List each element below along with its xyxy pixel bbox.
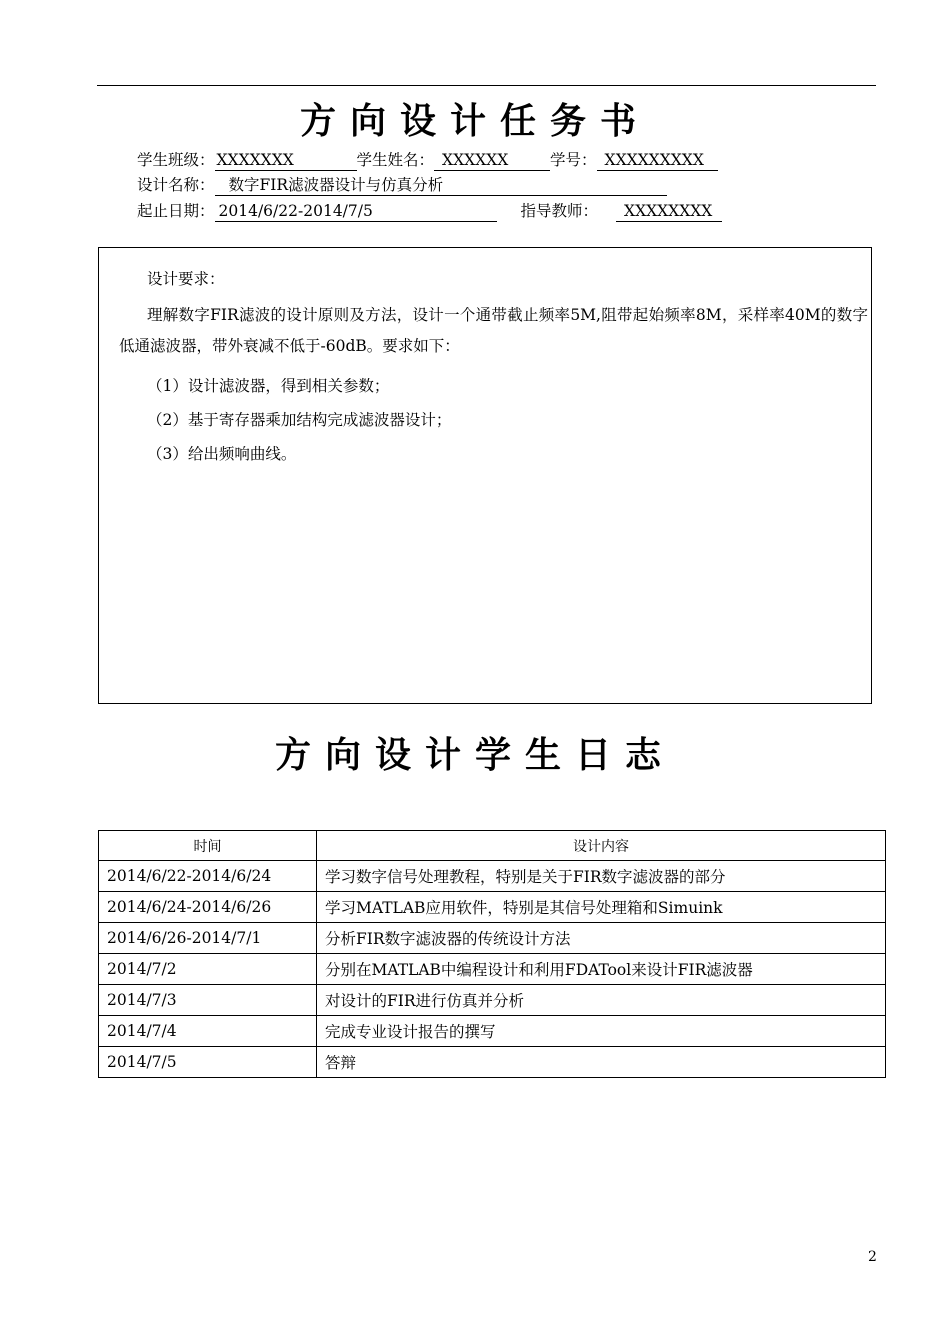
log-title: 方向设计学生日志 bbox=[274, 735, 675, 776]
design-name-label: 设计名称： bbox=[137, 176, 215, 194]
row-content: 对设计的FIR进行仿真并分析 bbox=[317, 985, 886, 1016]
row-time: 2014/6/26-2014/7/1 bbox=[99, 923, 317, 954]
row-time: 2014/7/4 bbox=[99, 1016, 317, 1047]
row-content: 完成专业设计报告的撰写 bbox=[317, 1016, 886, 1047]
table-row bbox=[99, 1047, 886, 1078]
header-rule bbox=[97, 85, 876, 86]
header-time: 时间 bbox=[99, 831, 317, 861]
task-title: 方向设计任务书 bbox=[299, 101, 650, 142]
requirements-heading: 设计要求： bbox=[147, 270, 225, 288]
row-time: 2014/7/5 bbox=[99, 1047, 317, 1078]
row-time: 2014/7/3 bbox=[99, 985, 317, 1016]
table-row bbox=[99, 923, 886, 954]
row-content: 分别在MATLAB中编程设计和利用FDATool来设计FIR滤波器 bbox=[317, 954, 886, 985]
row-time: 2014/6/24-2014/6/26 bbox=[99, 892, 317, 923]
table-row bbox=[99, 954, 886, 985]
design-name-value: 数字FIR滤波器设计与仿真分析 bbox=[215, 175, 667, 196]
id-value: XXXXXXXXX bbox=[597, 150, 718, 171]
table-row bbox=[99, 1016, 886, 1047]
requirements-paragraph: 理解数字FIR滤波的设计原则及方法，设计一个通带截止频率5M,阻带起始频率8M，采样率40M的数字低通滤波器，带外衰减不低于-60dB。要求如下： bbox=[119, 306, 868, 355]
requirements-box bbox=[98, 247, 872, 704]
design-name-line bbox=[137, 174, 667, 196]
requirement-item: （1）设计滤波器，得到相关参数； bbox=[147, 377, 390, 395]
table-row bbox=[99, 985, 886, 1016]
row-time: 2014/6/22-2014/6/24 bbox=[99, 861, 317, 892]
name-value: XXXXXX bbox=[434, 150, 550, 171]
table-row bbox=[99, 892, 886, 923]
class-value: XXXXXXX bbox=[215, 150, 357, 171]
student-info-line bbox=[137, 149, 718, 171]
teacher-value: XXXXXXXX bbox=[616, 201, 722, 222]
row-time: 2014/7/2 bbox=[99, 954, 317, 985]
name-label: 学生姓名： bbox=[356, 151, 435, 169]
header-content: 设计内容 bbox=[317, 831, 886, 861]
row-content: 学习MATLAB应用软件，特别是其信号处理箱和Simuink bbox=[317, 892, 886, 923]
class-label: 学生班级： bbox=[137, 151, 215, 169]
id-label: 学号： bbox=[550, 151, 597, 169]
teacher-label: 指导教师： bbox=[520, 202, 599, 220]
requirement-item: （2）基于寄存器乘加结构完成滤波器设计； bbox=[147, 411, 452, 429]
student-log-table bbox=[98, 830, 886, 1078]
page-number: 2 bbox=[868, 1249, 877, 1265]
table-header-row bbox=[99, 831, 886, 861]
date-label: 起止日期： bbox=[137, 202, 215, 220]
row-content: 学习数字信号处理教程，特别是关于FIR数字滤波器的部分 bbox=[317, 861, 886, 892]
row-content: 答辩 bbox=[317, 1047, 886, 1078]
date-teacher-line bbox=[137, 200, 722, 222]
requirement-item: （3）给出频响曲线。 bbox=[147, 445, 297, 463]
row-content: 分析FIR数字滤波器的传统设计方法 bbox=[317, 923, 886, 954]
table-row bbox=[99, 861, 886, 892]
date-value: 2014/6/22-2014/7/5 bbox=[215, 201, 497, 222]
